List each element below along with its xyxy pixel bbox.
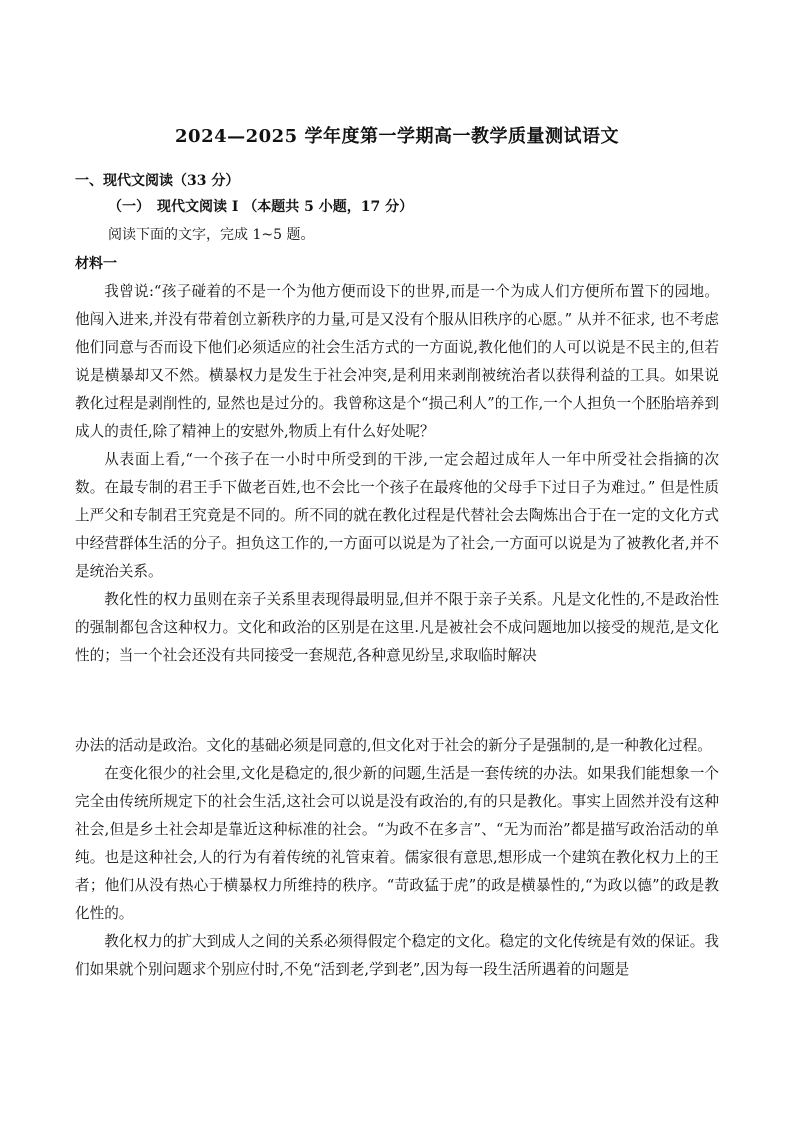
passage-block-2: [75, 732, 719, 984]
section-heading: 一、现代文阅读（33 分）: [75, 173, 240, 189]
passage-block-1: [75, 278, 719, 670]
paragraph: 在变化很少的社会里,文化是稳定的,很少新的问题,生活是一套传统的办法。如果我们能想象一个完全由传统所规定下的社会生活,这社会可以说是没有政治的,有的只是教化。事实上固然并没有这种社会,但是乡土社会却是靠近这种标准的社会。“为政不在多言”、“无为而治”都是描写政治活动的单纯。也是这种社会,人的行为有着传统的礼管束着。儒家很有意思,想形成一个建筑在教化权力上的王者；他们从没有热心于横暴权力所维持的秩序。“苛政猛于虎”的政是横暴性的,“为政以德”的政是教化性的。: [75, 765, 719, 922]
paragraph: 我曾说:“孩子碰着的不是一个为他方便而设下的世界,而是一个为成人们方便所布置下的园地。他闯入进来,并没有带着创立新秩序的力量,可是又没有个服从旧秩序的心愿。” 从并不征求, 也不考虑他们同意与否而设下他们必须适应的社会生活方式的一方面说,教化他们的人可以说是不民主的,但若说是横暴却又不然。横暴权力是发生于社会冲突,是利用来剥削被统治者以获得利益的工具。如果说教化过程是剥削性的, 显然也是过分的。我曾称这是个“损己利人”的工作,一个人担负一个胚胎培养到成人的责任,除了精神上的安慰外,物质上有什么好处呢？: [75, 283, 719, 440]
paragraph-continuation: 办法的活动是政治。文化的基础必须是同意的,但文化对于社会的新分子是强制的,是一种教化过程。: [75, 737, 712, 754]
paragraph: 教化权力的扩大到成人之间的关系必须得假定个稳定的文化。稳定的文化传统是有效的保证。我们如果就个别问题求个别应付时,不免“活到老,学到老”,因为每一段生活所遇着的问题是: [75, 933, 719, 978]
document-title: 2024—2025 学年度第一学期高一教学质量测试语文: [175, 126, 619, 147]
reading-instruction: 阅读下面的文字，完成 1~5 题。: [108, 227, 315, 243]
material-label: 材料一: [75, 256, 117, 272]
paragraph: 教化性的权力虽则在亲子关系里表现得最明显,但并不限于亲子关系。凡是文化性的,不是政治性的强制都包含这种权力。文化和政治的区别是在这里.凡是被社会不成问题地加以接受的规范,是文化性的；当一个社会还没有共同接受一套规范,各种意见纷呈,求取临时解决: [75, 591, 719, 664]
paragraph: 从表面上看,“一个孩子在一小时中所受到的干涉,一定会超过成年人一年中所受社会指摘的次数。在最专制的君王手下做老百姓,也不会比一个孩子在最疼他的父母手下过日子为难过。” 但是性质上严父和专制君王究竟是不同的。所不同的就在教化过程是代替社会去陶炼出合于在一定的文化方式中经营群体生活的分子。担负这工作的,一方面可以说是为了社会,一方面可以说是为了被教化者,并不是统治关系。: [75, 451, 719, 580]
subsection-heading: （一） 现代文阅读 I （本题共 5 小题，17 分）: [108, 199, 414, 215]
